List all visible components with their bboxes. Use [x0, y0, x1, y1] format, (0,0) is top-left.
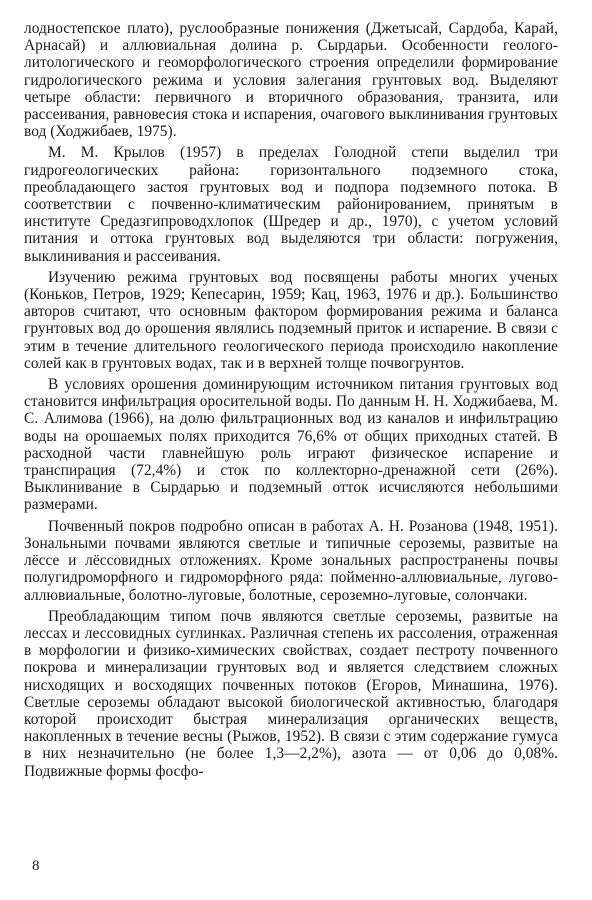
page-number: 8 [32, 858, 40, 874]
paragraph-6: Преобладающим типом почв являются светлые сероземы, развитые на лессах и лессовидных суглинках. Различная степень их рассоления, отраженная в морфологии и физико-химических свойствах, создает пестроту почвенного покрова и минерализации грунтовых вод и является следствием сложных нисходящих и восходящих почвенных потоков (Егоров, Минашина, 1976). Светлые сероземы обладают высокой биологической активностью, благодаря которой происходит быстрая минерализация органических веществ, накопленных в течение весны (Рыжов, 1952). В связи с этим содержание гумуса в них незначительно (не более 1,3—2,2%), азота — от 0,06 до 0,08%. Подвижные формы фосфо- [24, 607, 558, 780]
paragraph-4: В условиях орошения доминирующим источником питания грунтовых вод становится инфильтрация оросительной воды. По данным Н. Н. Ходжибаева, М. С. Алимова (1966), на долю фильтрационных вод из каналов и инфильтрацию воды на орошаемых полях приходится 76,6% от общих приходных статей. В расходной части главнейшую роль играют физическое испарение и транспирация (72,4%) и сток по коллекторно-дренажной сети (26%). Выклинивание в Сырдарью и подземный отток исчисляются небольшими размерами. [24, 376, 558, 514]
paragraph-1: лодностепское плато), руслообразные понижения (Джетысай, Сардоба, Карай, Арнасай) и аллювиальная долина р. Сырдарьи. Особенности геолого-литологического и геоморфологического строения определили формирование гидрологического режима и условия залегания грунтовых вод. Выделяют четыре области: первичного и вторичного образования, транзита, или рассеивания, равновесия стока и испарения, очагового выклинивания грунтовых вод (Ходжибаев, 1975). [24, 20, 558, 141]
paragraph-3: Изучению режима грунтовых вод посвящены работы многих ученых (Коньков, Петров, 1929; Кепесарин, 1959; Кац, 1963, 1976 и др.). Большинство авторов считают, что основным фактором формирования режима и баланса грунтовых вод до орошения являлись подземный приток и испарение. В связи с этим в течение длительного геологического периода происходило накопление солей как в грунтовых водах, так и в верхней толще почвогрунтов. [24, 268, 558, 372]
document-body [24, 20, 558, 784]
paragraph-2: М. М. Крылов (1957) в пределах Голодной степи выделил три гидрогеологических района: горизонтального подземного стока, преобладающего застоя грунтовых вод и подпора подземного потока. В соответствии с почвенно-климатическим районированием, принятым в институте Средазгипроводхлопок (Шредер и др., 1970), с учетом условий питания и оттока грунтовых вод выделяются три области: погружения, выклинивания и рассеивания. [24, 144, 558, 265]
paragraph-5: Почвенный покров подробно описан в работах А. Н. Розанова (1948, 1951). Зональными почвами являются светлые и типичные сероземы, развитые на лёссе и лёссовидных отложениях. Кроме зональных распространены почвы полугидроморфного и гидроморфного ряда: пойменно-аллювиальные, лугово-аллювиальные, болотно-луговые, болотные, сероземно-луговые, солончаки. [24, 517, 558, 604]
